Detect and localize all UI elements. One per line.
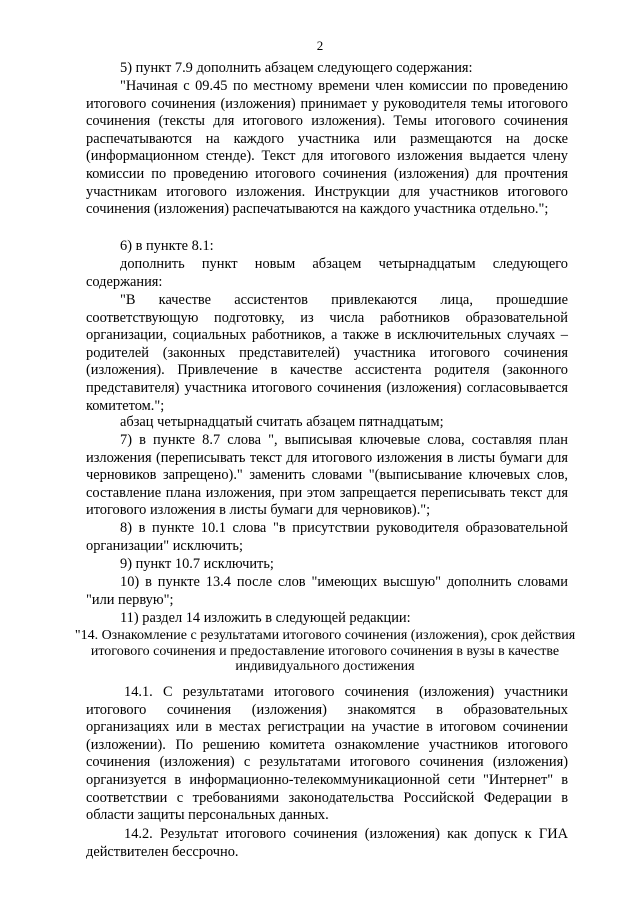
paragraph-item-6: 6) в пункте 8.1: [120, 238, 214, 254]
paragraph-item-8: 8) в пункте 10.1 слова "в присутствии руководителя образовательной организации" исключить; [86, 520, 568, 554]
paragraph-item-10: 10) в пункте 13.4 после слов "имеющих высшую" дополнить словами "или первую"; [86, 574, 568, 608]
clause-14-1: 14.1. С результатами итогового сочинения (изложения) участники итогового сочинения (изложения) знакомятся в образовательных организациях или в местах регистрации на участие в итоговом сочинении (изложении). По решению комитета ознакомление участников итогового сочинения (изложения) с результатами итогового сочинения (изложения) организуется в информационно-телекоммуникационной сети "Интернет" в соответствии с требованиями законодательства Российской Федерации в области защиты персональных данных. [86, 684, 568, 824]
paragraph-item-7: 7) в пункте 8.7 слова ", выписывая ключевые слова, составляя план изложения (переписывать текст для итогового изложения в листы бумаги для черновиков запрещено)." заменить словами "(выписывание ключевых слов, составление плана изложения, при этом запрещается переписывать текст для итогового изложения в листы бумаги для черновиков)."; [86, 432, 568, 519]
paragraph-quote-7-9: "Начиная с 09.45 по местному времени член комиссии по проведению итогового сочинения (изложения) принимает у руководителя темы итогового сочинения (тексты для итогового изложения). Темы итогового сочинения распечатываются на каждого участника или размещаются на доске (информационном стенде). Текст для итогового изложения выдается члену комиссии по проведению итогового сочинения (изложения) для прочтения участникам итогового изложения. Инструкции для участников итогового сочинения (изложения) распечатываются на каждого участника отдельно."; [86, 78, 568, 218]
paragraph-item-11: 11) раздел 14 изложить в следующей редакции: [120, 610, 411, 626]
page-number: 2 [316, 38, 324, 53]
paragraph-item-5: 5) пункт 7.9 дополнить абзацем следующего содержания: [120, 60, 473, 76]
paragraph-abzac-renumber: абзац четырнадцатый считать абзацем пятнадцатым; [120, 414, 444, 430]
paragraph-quote-assistants: "В качестве ассистентов привлекаются лица, прошедшие соответствующую подготовку, из числа работников образовательной организации, социальных работников, а также в исключительных случаях – родителей (законных представителей) участника итогового сочинения (изложения). Привлечение в качестве ассистента родителя (законного представителя) участника итогового сочинения (изложения) согласовывается комитетом."; [86, 292, 568, 414]
paragraph-new-abzac: дополнить пункт новым абзацем четырнадцатым следующего содержания: [86, 256, 568, 290]
paragraph-item-9: 9) пункт 10.7 исключить; [120, 556, 274, 572]
clause-14-2: 14.2. Результат итогового сочинения (изложения) как допуск к ГИА действителен бессрочно. [86, 826, 568, 860]
section-14-heading: "14. Ознакомление с результатами итогового сочинения (изложения), срок действия итогового сочинения и предоставление итогового сочинения в вузы в качестве индивидуального достижения [74, 628, 576, 674]
